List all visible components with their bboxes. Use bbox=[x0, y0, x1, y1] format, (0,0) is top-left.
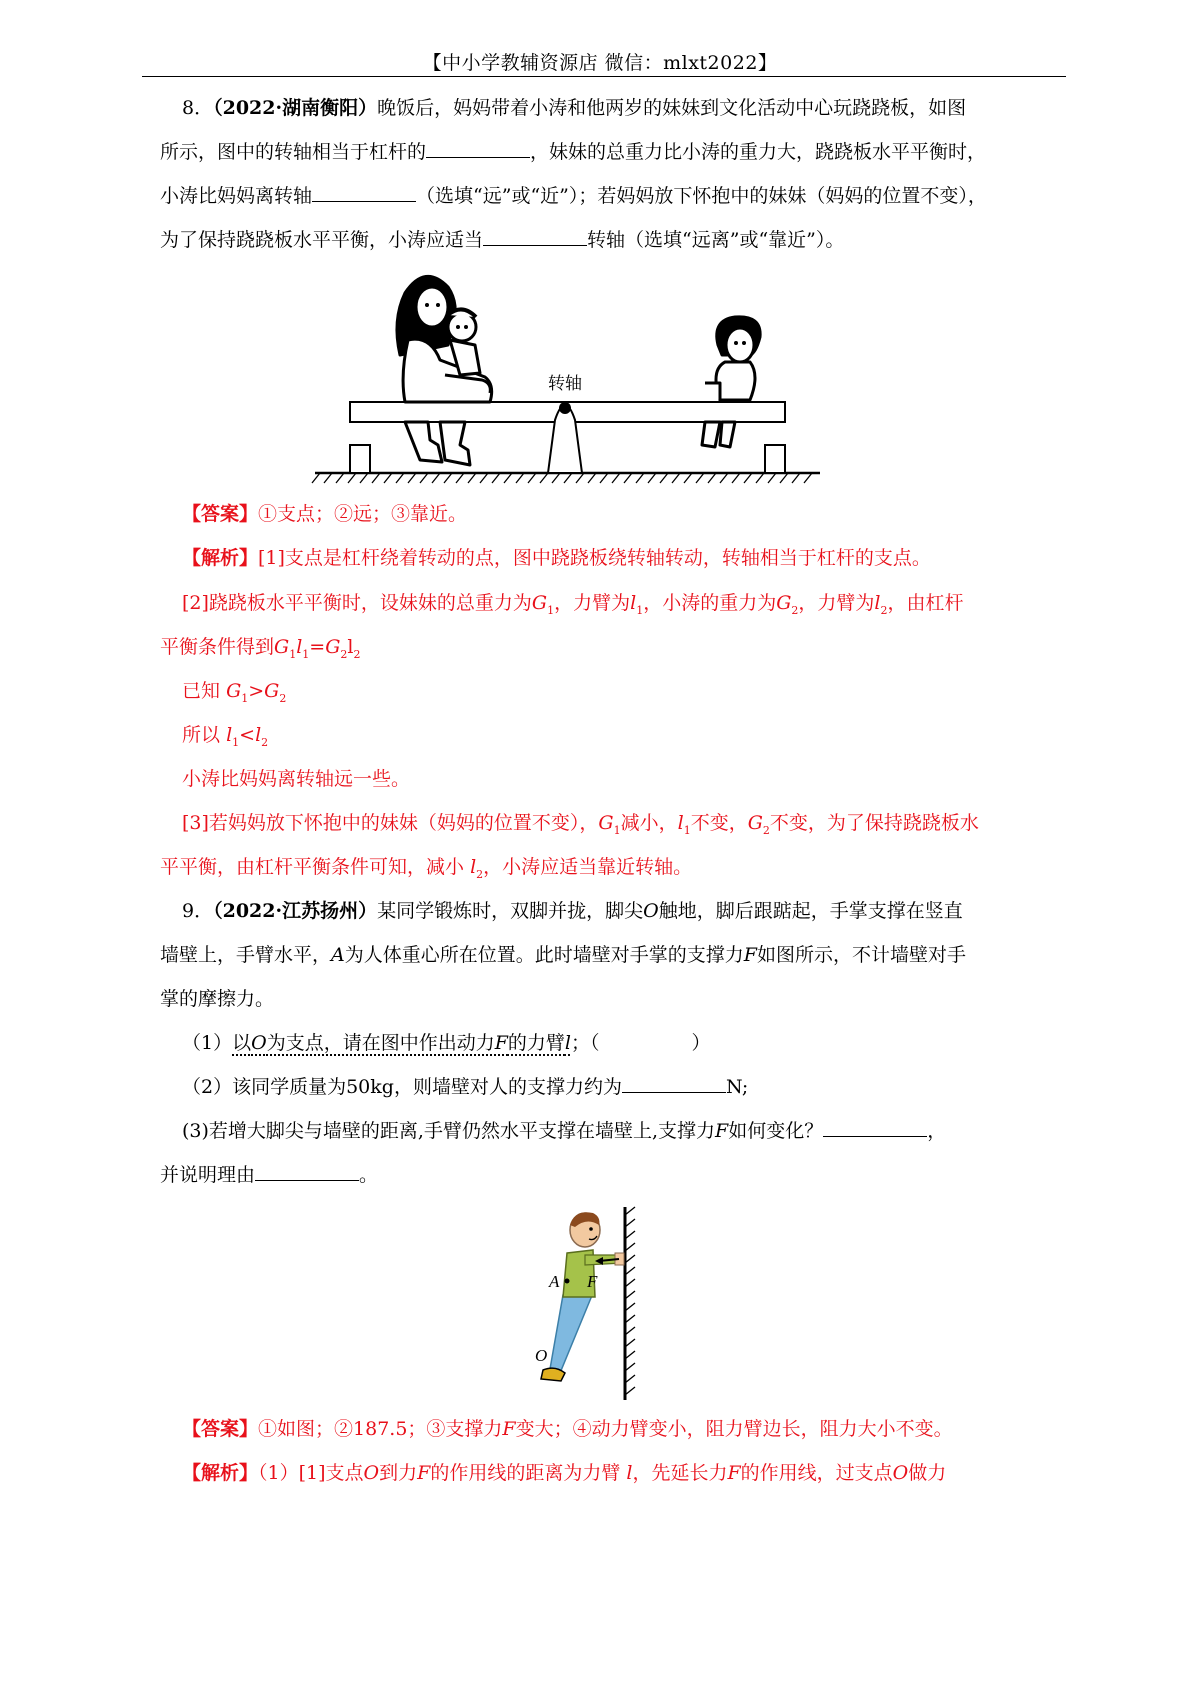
q9-blank-2[interactable] bbox=[823, 1118, 927, 1137]
q8-analysis-2: [2]跷跷板水平平衡时，设妹妹的总重力为$G_1$，力臂为$l_1$，小涛的重力为$G_2$，力臂为$l_2$，由杠杆 bbox=[182, 592, 964, 617]
q9-sub-3b: 并说明理由 。 bbox=[160, 1164, 379, 1186]
q8-analysis-3b: 平平衡，由杠杆平衡条件可知，减小 $l_2$，小涛应适当靠近转轴。 bbox=[160, 856, 693, 881]
q9-line-1: 9．（2022·江苏扬州）某同学锻炼时，双脚并拢，脚尖O触地，脚后跟踮起，手掌支撑在竖直 bbox=[182, 900, 963, 922]
label-F: F bbox=[587, 1272, 598, 1291]
q9-answer: 【答案】①如图；②187.5；③支撑力F变大；④动力臂变小，阻力臂边长，阻力大小不变。 bbox=[182, 1418, 953, 1440]
q8-line-1: 8．（2022·湖南衡阳）晚饭后，妈妈带着小涛和他两岁的妹妹到文化活动中心玩跷跷板，如图 bbox=[182, 97, 967, 119]
q8-line-4: 为了保持跷跷板水平平衡，小涛应适当 转轴（选填“远离”或“靠近”）。 bbox=[160, 229, 845, 251]
label-O: O bbox=[535, 1346, 548, 1365]
q9-blank-1[interactable] bbox=[622, 1074, 726, 1093]
q9-blank-3[interactable] bbox=[255, 1162, 359, 1181]
header-divider bbox=[142, 76, 1066, 77]
q9-analysis: 【解析】（1）[1]支点O到力F的作用线的距离为力臂 l，先延长力F的作用线，过支点O做力 bbox=[182, 1462, 947, 1484]
label-A: A bbox=[549, 1272, 560, 1291]
q8-blank-3[interactable] bbox=[483, 227, 587, 246]
q8-blank-1[interactable] bbox=[426, 139, 530, 158]
q9-sub-2: （2）该同学质量为50kg，则墙壁对人的支撑力约为 N; bbox=[182, 1076, 749, 1098]
pivot-label: 转轴 bbox=[548, 374, 582, 393]
q8-so: 所以 $l_1<l_2$ bbox=[182, 724, 269, 749]
q8-line-3: 小涛比妈妈离转轴 （选填“远”或“近”）；若妈妈放下怀抱中的妹妹（妈妈的位置不变）， bbox=[160, 185, 987, 207]
q9-sub-1: （1）以O为支点，请在图中作出动力F的力臂l；（ ） bbox=[182, 1032, 711, 1054]
q8-analysis-3: [3]若妈妈放下怀抱中的妹妹（妈妈的位置不变），$G_1$减小，$l_1$不变，$G_2$不变，为了保持跷跷板水 bbox=[182, 812, 979, 837]
seesaw-figure bbox=[310, 265, 830, 500]
q9-line-2: 墙壁上，手臂水平，A为人体重心所在位置。此时墙壁对手掌的支撑力F如图所示，不计墙壁对手 bbox=[160, 944, 966, 966]
q8-analysis-2b: 平衡条件得到$G_1l_1=G_2l_2$ bbox=[160, 636, 361, 661]
q8-conclusion: 小涛比妈妈离转轴远一些。 bbox=[182, 768, 411, 790]
q8-answer: 【答案】①支点；②远；③靠近。 bbox=[182, 503, 468, 525]
q8-known: 已知 $G_1>G_2$ bbox=[182, 680, 287, 705]
header-text: 【中小学教辅资源店 微信：mlxt2022】 bbox=[422, 52, 778, 74]
q9-sub-3: (3)若增大脚尖与墙壁的距离,手臂仍然水平支撑在墙壁上,支撑力F如何变化？ ， bbox=[182, 1120, 947, 1142]
q8-blank-2[interactable] bbox=[312, 183, 416, 202]
wall-pushup-figure bbox=[535, 1205, 685, 1405]
q8-line-2: 所示，图中的转轴相当于杠杆的 ，妹妹的总重力比小涛的重力大，跷跷板水平平衡时， bbox=[160, 141, 987, 163]
q9-line-3: 掌的摩擦力。 bbox=[160, 988, 275, 1010]
q8-analysis-1: 【解析】[1]支点是杠杆绕着转动的点，图中跷跷板绕转轴转动，转轴相当于杠杆的支点。 bbox=[182, 547, 931, 569]
